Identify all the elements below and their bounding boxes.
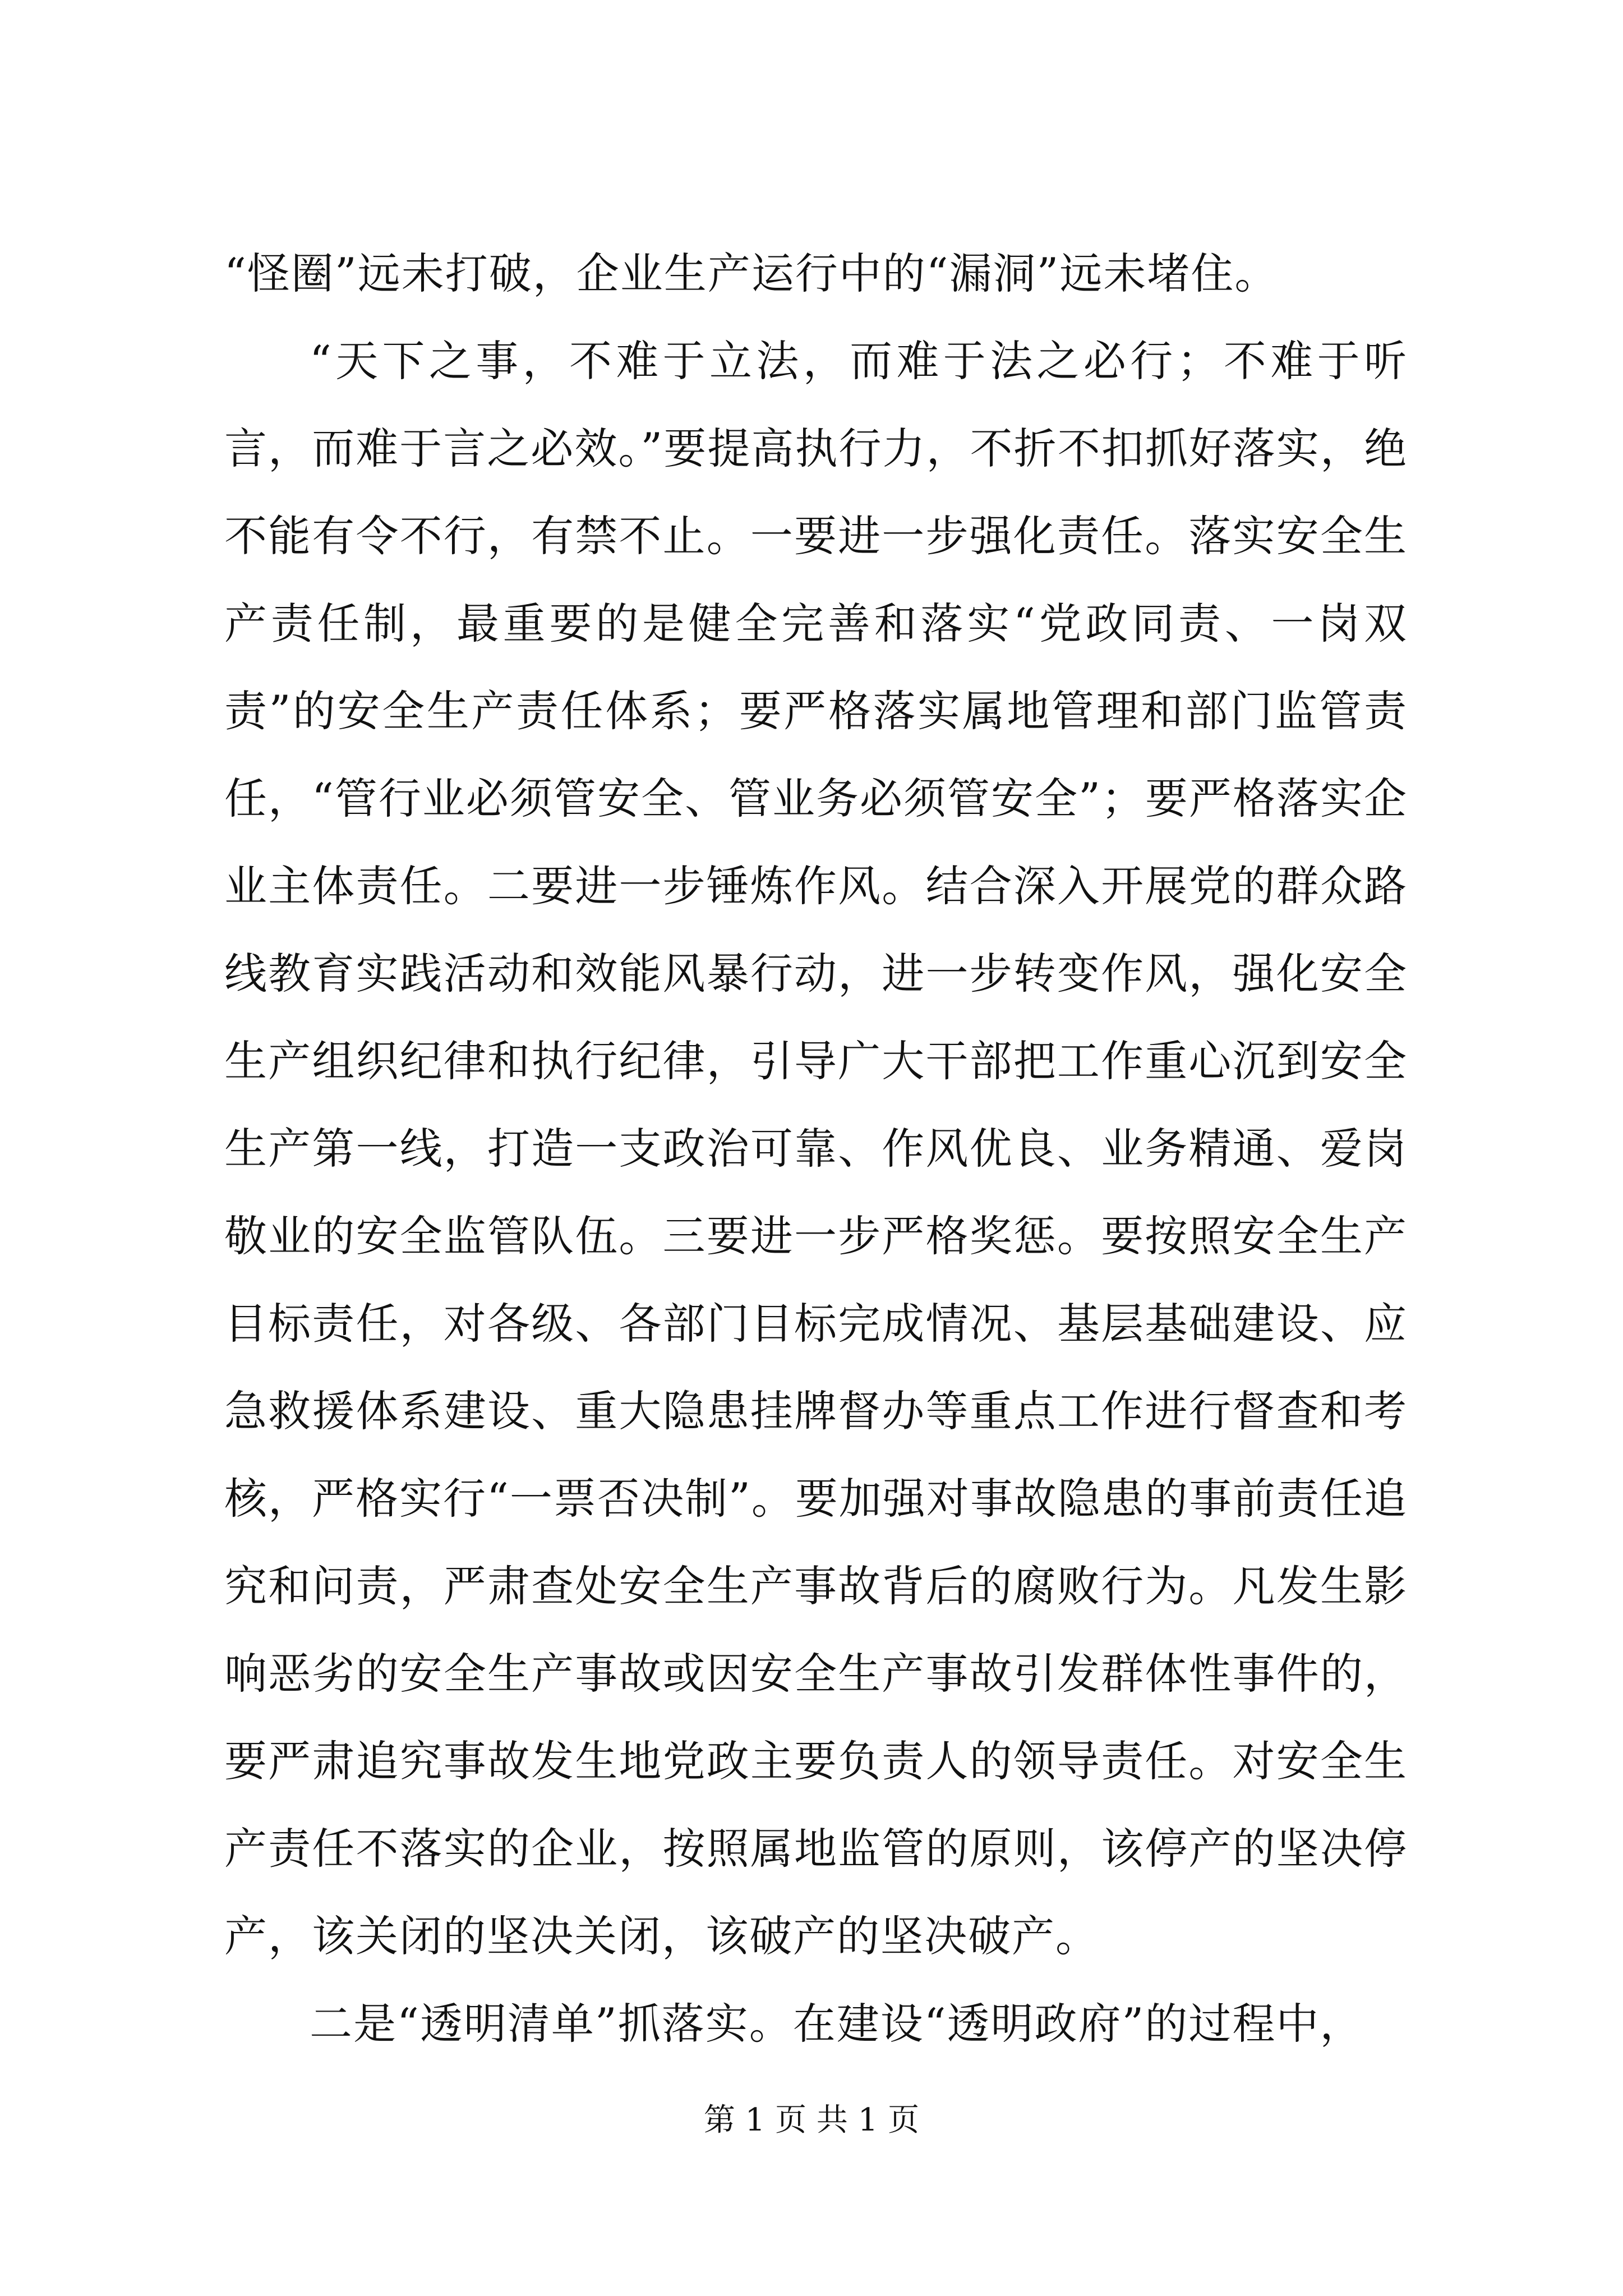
paragraph-1: “怪圈”远未打破，企业生产运行中的“漏洞”远未堵住。	[224, 249, 1279, 298]
paragraph-3: 二是“透明清单”抓落实。在建设“透明政府”的过程中，	[310, 1999, 1364, 2049]
body-text	[224, 230, 1408, 2068]
page-footer: 第 1 页 共 1 页	[703, 2102, 920, 2138]
paragraph-2: “天下之事，不难于立法，而难于法之必行；不难于听言，而难于言之必效。”要提高执行力，不折不扣抓好落实，绝不能有令不行，有禁不止。一要进一步强化责任。落实安全生产责任制，最重要的是健全完善和落实“党政同责、一岗双责”的安全生产责任体系；要严格落实属地管理和部门监管责任，“管行业必须管安全、管业务必须管安全”；要严格落实企业主体责任。二要进一步锤炼作风。结合深入开展党的群众路线教育实践活动和效能风暴行动，进一步转变作风，强化安全生产组织纪律和执行纪律，引导广大干部把工作重心沉到安全生产第一线，打造一支政治可靠、作风优良、业务精通、爱岗敬业的安全监管队伍。三要进一步严格奖惩。要按照安全生产目标责任，对各级、各部门目标完成情况、基层基础建设、应急救援体系建设、重大隐患挂牌督办等重点工作进行督查和考核，严格实行“一票否决制”。要加强对事故隐患的事前责任追究和问责，严肃查处安全生产事故背后的腐败行为。凡发生影响恶劣的安全生产事故或因安全生产事故引发群体性事件的，要严肃追究事故发生地党政主要负责人的领导责任。对安全生产责任不落实的企业，按照属地监管的原则，该停产的坚决停产，该关闭的坚决关闭，该破产的坚决破产。	[224, 336, 1408, 1961]
